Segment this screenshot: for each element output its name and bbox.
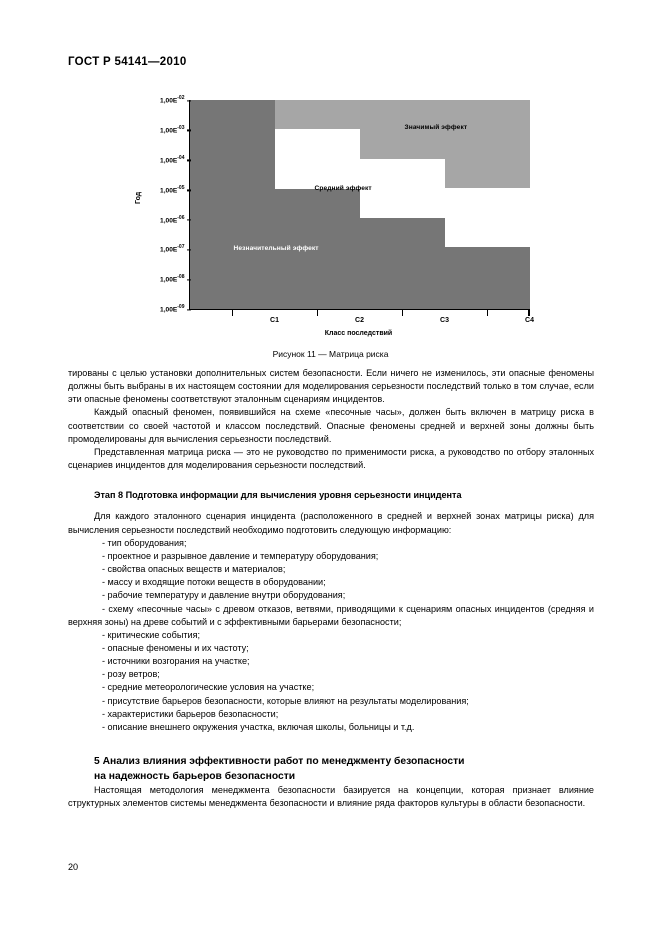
chart-x-axis-label: Класс последствий <box>324 330 393 337</box>
figure-risk-matrix <box>0 92 661 359</box>
list-item-text: - схему «песочные часы» с древом отказов, ветвями, приводящими к сценариям опасных инцидентов (средняя и верхняя зоны) на древе событий и с эффективными барьерами безопасности; <box>68 603 594 627</box>
list-item-text: - свойства опасных веществ и материалов; <box>102 564 286 575</box>
list-item <box>68 537 594 550</box>
chart-y-axis-label: Год <box>134 191 142 204</box>
paragraph-3: Представленная матрица риска — это не руководство по применимости риска, а руководство по отбору эталонных сценариев инцидентов для моделирования серьезности последствий. <box>68 446 594 471</box>
list-item <box>68 695 594 708</box>
chart-y-tick-label-2: $1,00E^{-04}$ <box>160 155 185 165</box>
paragraph-1: тированы с целью установки дополнительных систем безопасности. Если ничего не изменилось, эти опасные феномены должны быть выбраны в их настоящем состоянии для моделирования серьезности последствий только в том случае, если эти опасные феномены соответствуют эталонным сценариям инцидентов. <box>68 368 594 405</box>
list-item <box>68 655 594 668</box>
figure-caption: Рисунок 11 — Матрица риска <box>272 349 389 359</box>
section-5-heading <box>68 754 594 784</box>
list-item-text: - описание внешнего окружения участка, включая школы, больницы и т.д. <box>102 721 415 732</box>
chart-y-tick-label-1: $1,00E^{-03}$ <box>160 125 185 135</box>
chart-x-tick-mark-1 <box>317 309 319 316</box>
document-header: ГОСТ Р 54141—2010 <box>68 56 187 68</box>
page-number: 20 <box>68 862 79 872</box>
chart-y-tick-label-0: $1,00E^{-02}$ <box>160 95 185 105</box>
zone-label-minor: Незначительный эффект <box>233 245 319 252</box>
list-item <box>68 708 594 721</box>
chart-x-tick-label-c4: C4 <box>525 317 534 324</box>
list-item <box>68 721 594 734</box>
zone-minor-block-c1 <box>190 100 275 309</box>
section-5-heading-line2: на надежность барьеров безопасности <box>94 771 296 783</box>
chart-x-tick-mark-2 <box>402 309 404 316</box>
chart-y-tick-label-5: $1,00E^{-07}$ <box>160 244 185 254</box>
list-item <box>68 603 594 629</box>
chart-container <box>131 92 534 337</box>
list-item <box>68 681 594 694</box>
chart-x-tick-label-c2: C2 <box>355 317 364 324</box>
chart-y-tick-4 <box>160 215 189 224</box>
chart-x-tick-mark-0 <box>232 309 234 316</box>
list-item <box>68 563 594 576</box>
chart-x-tick-label-c3: C3 <box>440 317 449 324</box>
list-item-text: - присутствие барьеров безопасности, которые влияют на результаты моделирования; <box>102 695 469 706</box>
zone-minor-block-c3 <box>360 218 445 309</box>
chart-y-tick-0 <box>160 95 189 104</box>
list-item-text: - проектное и разрывное давление и температуру оборудования; <box>102 550 379 561</box>
list-item-text: - тип оборудования; <box>102 537 187 548</box>
chart-y-tick-label-3: $1,00E^{-05}$ <box>160 184 185 195</box>
list-item <box>68 629 594 642</box>
closing-paragraph: Настоящая методология менеджмента безопасности базируется на концепции, которая признает влияние структурных элементов системы менеджмента безопасности и влияние ряда факторов культуры в области безопасности. <box>68 785 594 809</box>
section-5-heading-line1: 5 Анализ влияния эффективности работ по менеджменту безопасности <box>94 756 465 768</box>
zone-label-major: Значимый эффект <box>404 124 468 131</box>
zone-major-block-c4 <box>445 100 530 188</box>
list-item-text: - массу и входящие потоки веществ в оборудовании; <box>102 577 326 588</box>
chart-y-tick-1 <box>160 125 189 134</box>
paragraph-2: Каждый опасный феномен, появившийся на схеме «песочные часы», должен быть включен в матрицу риска в соответствии со своей частотой и классом последствий. Опасные феномены средней и верхней зоны должны быть промоделированы для вычисления серьезности последствий. <box>68 407 594 444</box>
requirements-list <box>68 537 594 734</box>
chart-y-tick-2 <box>160 155 189 164</box>
chart-x-tick-mark-right <box>528 309 530 316</box>
chart-y-tick-5 <box>160 245 189 254</box>
list-item-text: - источники возгорания на участке; <box>102 656 250 667</box>
list-item-text: - розу ветров; <box>102 669 160 680</box>
zone-label-middle: Средний эффект <box>314 185 372 192</box>
chart-y-tick-label-7: $1,00E^{-09}$ <box>160 304 185 314</box>
zone-major-block-c2 <box>275 100 360 129</box>
chart-x-tick-label-c1: C1 <box>270 317 279 324</box>
list-item <box>68 589 594 602</box>
chart-y-tick-3 <box>160 185 189 194</box>
step-8-heading: Этап 8 Подготовка информации для вычисления уровня серьезности инцидента <box>94 490 462 501</box>
step-8-intro: Для каждого эталонного сценария инцидента (расположенного в средней и верхней зонах матрицы риска) для вычисления серьезности последствий необходимо подготовить следующую информацию: <box>68 511 594 535</box>
list-item-text: - опасные феномены и их частоту; <box>102 642 249 653</box>
list-item-text: - критические события; <box>102 629 201 640</box>
zone-minor-block-c4 <box>445 247 530 309</box>
list-item <box>68 642 594 655</box>
list-item <box>68 668 594 681</box>
list-item-text: - рабочие температуру и давление внутри оборудования; <box>102 590 346 601</box>
chart-y-tick-7 <box>160 304 189 313</box>
chart-y-tick-label-4: $1,00E^{-06}$ <box>160 214 185 224</box>
chart-y-tick-6 <box>160 275 189 284</box>
list-item-text: - характеристики барьеров безопасности; <box>102 708 279 719</box>
chart-plot-area <box>160 95 534 324</box>
chart-y-tick-label-6: $1,00E^{-08}$ <box>160 274 185 284</box>
list-item <box>68 550 594 563</box>
chart-x-tick-mark-3 <box>487 309 489 316</box>
document-body <box>68 367 594 810</box>
list-item <box>68 576 594 589</box>
list-item-text: - средние метеорологические условия на участке; <box>102 682 315 693</box>
